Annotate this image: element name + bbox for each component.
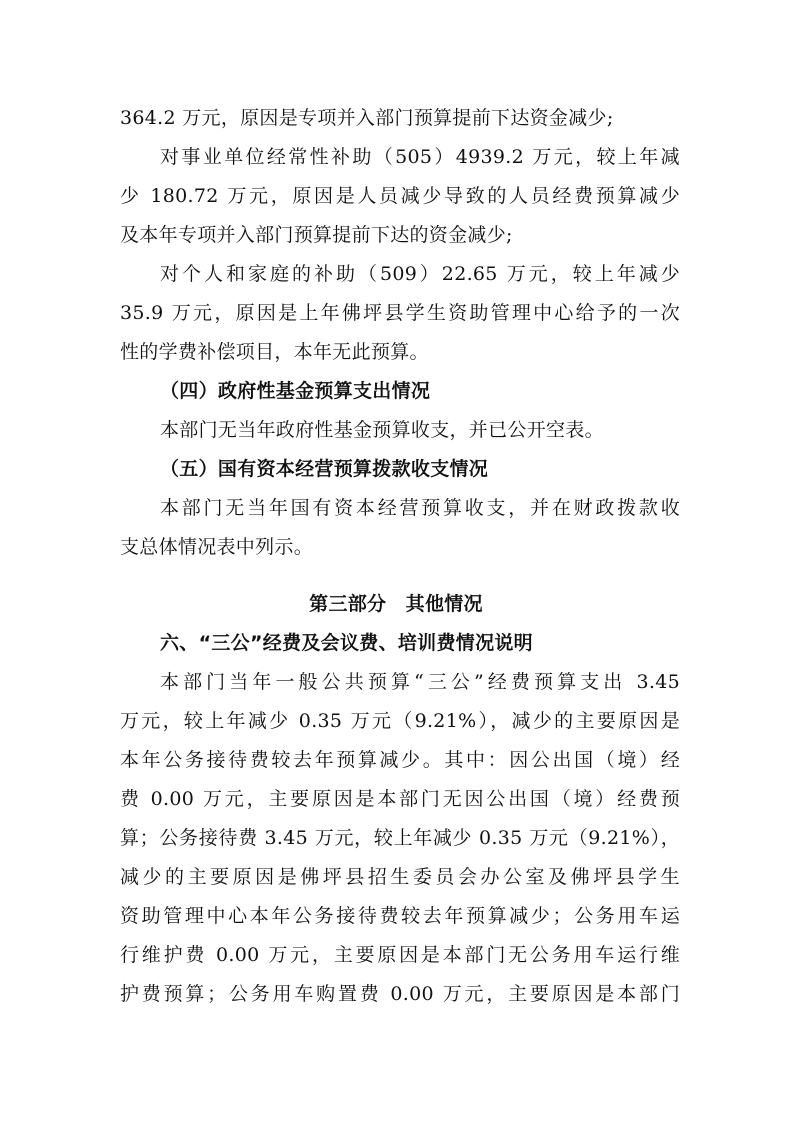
paragraph-line: 及本年专项并入部门预算提前下达的资金减少;	[120, 224, 513, 246]
paragraph-line: 对事业单位经常性补助（505）4939.2 万元，较上年减	[160, 146, 680, 168]
part-three-title: 第三部分 其他情况	[309, 593, 483, 615]
section-heading-6: 六、“三公”经费及会议费、培训费情况说明	[160, 632, 533, 654]
paragraph-line: 行维护费 0.00 万元，主要原因是本部门无公务用车运行维	[120, 944, 680, 966]
paragraph-line: 万元，较上年减少 0.35 万元（9.21%），减少的主要原因是	[120, 710, 680, 732]
paragraph-line: 支总体情况表中列示。	[120, 536, 314, 558]
paragraph-line: 364.2 万元，原因是专项并入部门预算提前下达资金减少;	[120, 107, 614, 129]
paragraph-line: 护费预算；公务用车购置费 0.00 万元，主要原因是本部门	[120, 983, 680, 1005]
paragraph-line: 性的学费补偿项目，本年无此预算。	[120, 341, 429, 363]
paragraph-line: 本部门无当年国有资本经营预算收支，并在财政拨款收	[160, 497, 680, 519]
paragraph-line: 本部门无当年政府性基金预算收支，并已公开空表。	[160, 419, 604, 441]
paragraph-line: 本年公务接待费较去年预算减少。其中：因公出国（境）经	[120, 749, 680, 771]
paragraph-line: 对个人和家庭的补助（509）22.65 万元，较上年减少	[160, 263, 680, 285]
paragraph-line: 35.9 万元，原因是上年佛坪县学生资助管理中心给予的一次	[120, 302, 680, 324]
paragraph-line: 减少的主要原因是佛坪县招生委员会办公室及佛坪县学生	[120, 866, 680, 888]
paragraph-line: 少 180.72 万元，原因是人员减少导致的人员经费预算减少	[120, 185, 680, 207]
paragraph-line: 费 0.00 万元，主要原因是本部门无因公出国（境）经费预	[120, 788, 680, 810]
paragraph-line: 本部门当年一般公共预算“三公”经费预算支出 3.45	[160, 671, 680, 693]
paragraph-line: 资助管理中心本年公务接待费较去年预算减少；公务用车运	[120, 905, 680, 927]
section-heading-5: （五）国有资本经营预算拨款收支情况	[160, 458, 489, 480]
paragraph-line: 算；公务接待费 3.45 万元，较上年减少 0.35 万元（9.21%），	[120, 827, 680, 849]
section-heading-4: （四）政府性基金预算支出情况	[160, 380, 431, 402]
